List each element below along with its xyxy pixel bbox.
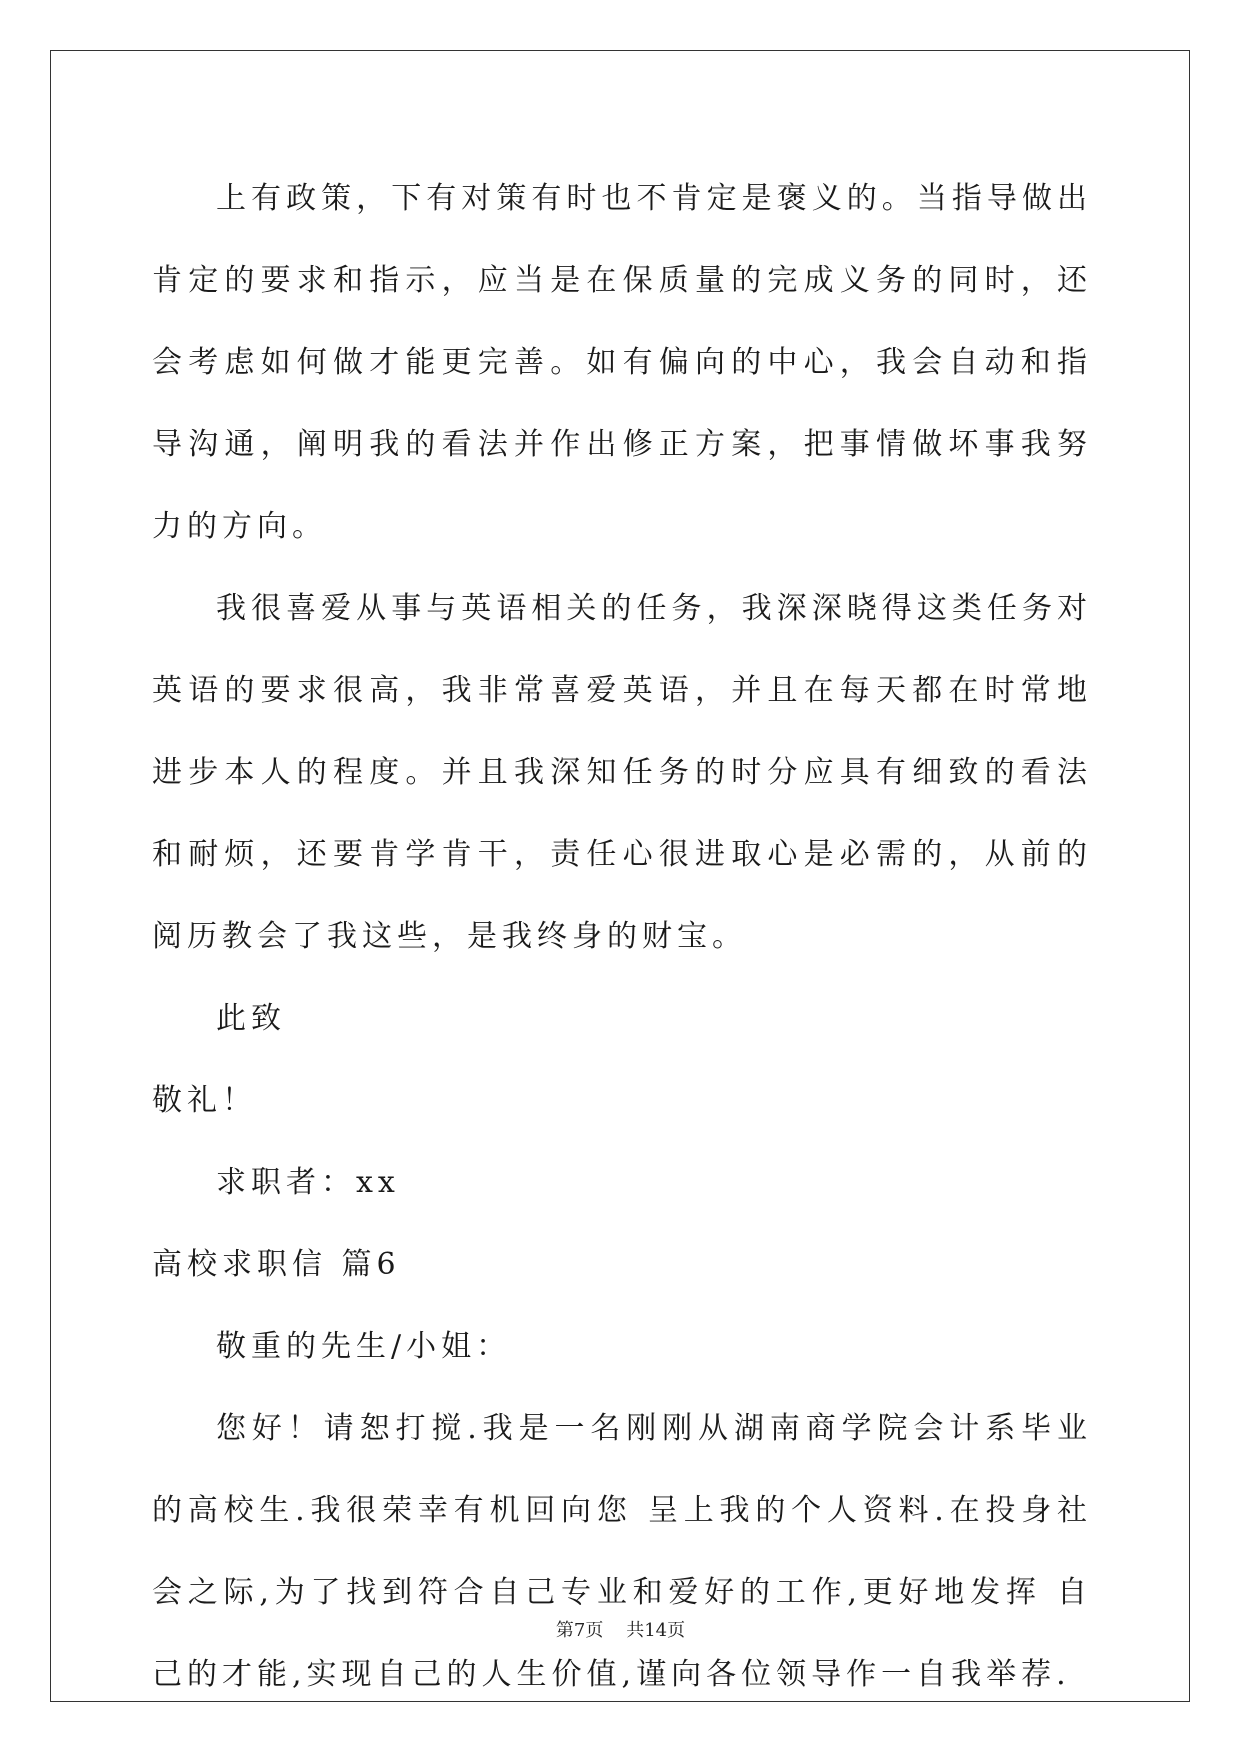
greeting: 敬重的先生/小姐：	[216, 1329, 512, 1364]
closing-salutation: 此致	[216, 1001, 286, 1036]
applicant-signature: 求职者：xx	[216, 1165, 400, 1200]
section-heading: 高校求职信 篇6	[152, 1247, 401, 1282]
paragraph-1: 上有政策，下有对策有时也不肯定是褒义的。当指导做出肯定的要求和指示，应当是在保质量的完成义务的同时，还会考虑如何做才能更完善。如有偏向的中心，我会自动和指导沟通，阐明我的看法并作出修正方案，把事情做坏事我努力的方向。	[152, 181, 1092, 544]
closing-regards: 敬礼！	[152, 1083, 257, 1118]
page-number-footer: 第7页 共14页	[555, 1620, 686, 1641]
paragraph-intro: 您好！请恕打搅.我是一名刚刚从湖南商学院会计系毕业的高校生.我很荣幸有机回向您 呈上我的个人资料.在投身社会之际,为了找到符合自己专业和爱好的工作,更好地发挥 自己的才能,实现自己的人生价值,谨向各位领导作一自我举荐.	[152, 1411, 1092, 1692]
document-body	[152, 158, 1092, 1716]
paragraph-2: 我很喜爱从事与英语相关的任务，我深深晓得这类任务对英语的要求很高，我非常喜爱英语，并且在每天都在时常地进步本人的程度。并且我深知任务的时分应具有细致的看法和耐烦，还要肯学肯干，责任心很进取心是必需的，从前的阅历教会了我这些，是我终身的财宝。	[152, 591, 1092, 954]
